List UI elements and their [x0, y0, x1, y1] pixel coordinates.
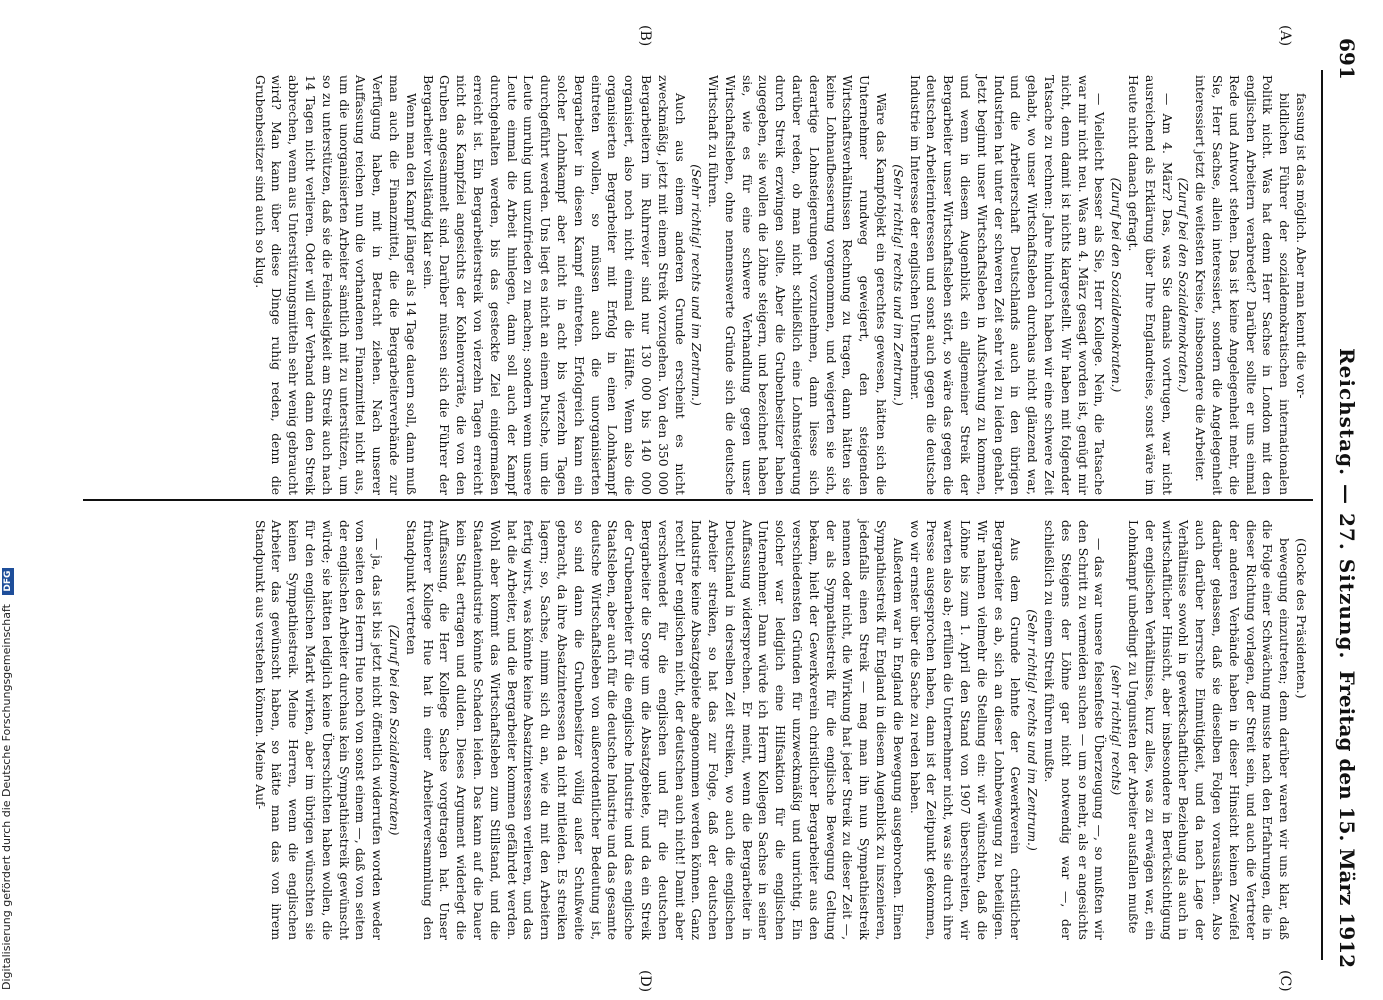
- dfg-logo: DFG: [2, 568, 14, 595]
- paragraph: bewegung einzutreten; denn darüber waren wir uns klar, daß die Folge einer Schwächung musste nach den Erfahrungen, die in dieser Richtung vorlagen, der Streit sein, und auch die Vertreter der anderen Verbände haben in dieser Hinsicht keinen Zweifel darüber gelassen, daß sie dieselben Folgen voraussähen. Also auch darüber herrschte Einmütigkeit, und da nach Lage der Verhältnisse sowohl in gewerkschaftlicher Beziehung als auch in wirtschaftlicher Hinsicht, aber insbesondere in Berücksichtigung der englischen Verhältnisse, kurz alles, was zu erwägen war, ein Lohnkampf unbedingt zu Ungunsten der Arbeiter ausfallen mußte: [1126, 520, 1292, 940]
- paragraph: Aus dem Grunde lehnte der Gewerkverein christlicher Bergarbeiter es ab, sich an dieser Lohnbewegung zu beteiligen. Wir nahmen vielmehr die Stellung ein: wir wünschten, daß die Löhne bis zum 1. April den Stand von 1907 überschreiten, wir warten also ab; erfüllen die Unternehmer nicht, was sie durch ihre Presse ausgesprochen haben, dann ist der Zeitpunkt gekommen, wo wir ernster über die Sache zu reden haben.: [907, 520, 1023, 940]
- interjection: (Zuruf bei den Sozialdemokraten.): [1109, 177, 1124, 393]
- page-header: [1323, 38, 1363, 968]
- interjection: (sehr richtig! rechts): [1109, 664, 1124, 796]
- paragraph: Außerdem war in England die Bewegung ausgebrochen. Einen Sympathiestreik für England in diesem Augenblick zu inszenieren, jedenfalls einen Streik — mag man ihn nun Sympathiestreik nennen oder nicht, die Wirkung hat jeder Streik zu dieser Zeit —, der als Sympathiestreik für die englische Bewegung Geltung bekam, hielt der Gewerkverein christlicher Bergarbeiter aus den verschiedensten Gründen für unzweckmäßig und unrichtig. Ein solcher war lediglich eine Hilfsaktion für die englischen Unternehmer. Dann würde ich Herrn Kollegen Sachse in seiner Auffassung widersprechen. Er meint, wenn die Bergarbeiter in Deutschland in derselben Zeit streiken, wo auch die englischen Arbeiter streiken, so hat das zur Folge, daß der deutschen Industrie keine Absatzgebiete abgenommen werden können. Ganz recht! Der englischen nicht, der deutschen auch nicht! Damit aber verschwendet für die englischen und für die deutschen Bergarbeiter die Sorge um die Absatzgebiete, und da ein Streik der Grubenarbeiter für die englische Industrie und das englische Staatsleben, aber auch für die deutsche Industrie und das gesamte deutsche Wirtschaftsleben von außerordentlicher Bedeutung ist, so sind dann die Grubenbesitzer völlig außer Schußweite gebracht, da ihre Absatzinteressen da nicht mitleiden. Es streiken lagern; so, Sachse, nimm sich du an, wie du mit den Arbeitern fertig wirst, was könnte keine Absatzinteressen verlieren, und das hat die Arbeiter, und die Bergarbeiter kommen gefährdet werden. Wohl aber kommt das Wirtschaftsleben zum Stillstand, und die Staatenindustrie könnte Schaden leiden. Das kann auf die Dauer kein Staat ertragen und dulden. Dieses Argument widerlegt die Auffassung, die Herr Kollege Sachse vorgetragen hat. Unser früherer Kollege Hue hat in einer Arbeiterversammlung den Standpunkt vertreten: [403, 520, 905, 940]
- margin-letter-c: (C): [1277, 970, 1293, 992]
- margin-letter-d: (D): [637, 970, 653, 993]
- interjection: (Zuruf bei den Sozialdemokraten): [386, 624, 401, 836]
- paragraph: — das war unsere felsenfeste Überzeugung —, so mußten wir den Schritt zu vermeiden suchen — um so mehr, als er angesichts des Steigens der Löhne gar nicht notwendig war —, der schließlich zu einem Streik führen mußte.: [1042, 520, 1107, 940]
- header-rule: [1321, 70, 1323, 960]
- running-head: Reichstag. — 27. Sitzung.: [1335, 348, 1359, 660]
- interjection: (Sehr richtig! rechts und im Zentrum.): [689, 164, 704, 406]
- margin-letter-a: (A): [1277, 25, 1293, 47]
- paragraph: Wäre das Kampfobjekt ein gerechtes gewesen, hätten sich die Unternehmer rundweg geweigert, den steigenden Wirtschaftsverhältnissen Rechnung zu tragen, dann hätten sie keine Lohnaufbesserung vorgenommen, und weigerten sie sich, derartige Lohnsteigerungen vorzunehmen, dann liesse sich darüber reden, ob man nicht schließlich eine Lohnsteigerung durch Streik erzwingen sollte. Aber die Grubenbesitzer haben zugegeben, sie wollen die Löhne steigern, und bezeichnet haben sie, wie es für eine schwere Verhandlung gegen unser Wirtschaftsleben, ohne nennenswerte Gründe sich die deutsche Wirtschaft zu führen.: [706, 75, 889, 495]
- interjection: (Zuruf bei den Sozialdemokraten.): [1176, 177, 1191, 393]
- paragraph: — ja, das ist bis jetzt nicht öffentlich widerrufen worden weder von seiten des Herrn Hue noch von sonst einem —, daß von seiten der englischen Arbeiter durchaus kein Sympathiestreik gewünscht würde; sie hätten lediglich keine Überschichten haben wollen, die für den englischen Markt wirken, aber im übrigen wünschten sie keinen Sympathiestreik. Meine Herren, wenn die englischen Arbeiter das gewünscht haben, so hätte man das von ihrem Standpunkt aus verstehen können. Meine Auf-: [252, 520, 385, 940]
- margin-letter-b: (B): [637, 25, 653, 47]
- paragraph: Wenn man den Kampf länger als 14 Tage dauern soll, dann muß man auch die Finanzmittel, die die Bergarbeiterverbände zur Verfügung haben, mit in Betracht ziehen. Nach unserer Auffassung reichen nun die vorhandenen Finanzmittel nicht aus, um die unorganisierten Arbeiter sämtlich mit zu unterstützen, um so zu unterstützen, daß sie die Feindseligkeit am Streik auch nach 14 Tagen nicht verlieren. Oder will der Verband dann den Streik abbrechen, wenn aus Unterstützungsmitteln sehr wenig gebraucht wird? Man kann über diese Dinge ruhig reden, denn die Grubenbesitzer sind auch so klug.: [252, 75, 418, 495]
- paragraph: bildlichen Führer der sozialdemokratischen internationalen Politik nicht. Was hat denn Herr Sachse in London mit den englischen Arbeitern verabredet? Darüber sollte er uns einmal Rede und Antwort stehen. Das ist keine Angelegenheit mehr, die Sie, Herr Sachse, allein interessiert, sondern die Angelegenheit interessiert jetzt die weitesten Kreise, insbesondere die Arbeiter.: [1193, 75, 1292, 495]
- paragraph: — Vielleicht besser als Sie, Herr Kollege. Nein, die Tatsache war mir nicht neu. Was am 4. März gesagt worden ist, genügt mir nicht, denn damit ist nichts klargestellt. Wir haben mit folgender Tatsache zu rechnen: Jahre hindurch haben wir eine schwere Zeit gehabt, wo unser Wirtschaftsleben durchaus nicht glänzend war, und die Arbeiterschaft Deutschlands auch in den übrigen Industrien hat unter der schweren Zeit sehr viel zu leiden gehabt. Jetzt beginnt unser Wirtschaftsleben in Aufschwung zu kommen, und wenn in diesem Augenblick ein allgemeiner Streik der Bergarbeiter unser Wirtschaftsleben stört, so wäre das gegen die deutschen Arbeiterinteressen und sonst auch gegen die deutsche Industrie im Interesse der englischen Unternehmer.: [907, 75, 1107, 495]
- paragraph: fassung ist das möglich. Aber man kennt die vor-: [1294, 93, 1308, 399]
- interjection: (Sehr richtig! rechts und im Zentrum.): [890, 164, 905, 406]
- paragraph: (Glocke des Präsidenten.): [1294, 538, 1308, 699]
- session-date: Freitag den 15. März 1912: [1335, 670, 1359, 968]
- interjection: (Sehr richtig! rechts und im Zentrum.): [1025, 609, 1040, 851]
- credit-text: Digitalisierung gefördert durch die Deutsche Forschungsgemeinschaft: [0, 604, 13, 990]
- paragraph: Auch aus einem anderen Grunde erscheint es nicht zweckmäßig, jetzt mit einem Streik vorzugehen. Von den 350 000 Bergarbeitern im Ruhrrevier sind nur 130 000 bis 140 000 organisiert, also noch nicht einmal die Hälfte. Wenn also die organisierten Bergarbeiter mit Erfolg in einen Lohnkampf eintreten wollen, so müssen auch die unorganisierten Bergarbeiter in diesen Kampf eintreten. Erfolgreich kann ein solcher Lohnkampf aber nicht in acht bis vierzehn Tagen durchgeführt werden. Uns liegt es nicht an einem Putsche, um die Leute unruhig und unzufrieden zu machen; sondern wenn unsere Leute einmal die Arbeit hinlegen, dann soll auch der Kampf durchgehalten werden, bis das gesteckte Ziel einigermaßen erreicht ist. Ein Bergarbeiterstreik von vierzehn Tagen erreicht nicht das Kampfziel angesichts der Kohlenvorräte, die von den Gruben angesammelt sind. Darüber müssen sich die Führer der Bergarbeiter vollständig klar sein.: [420, 75, 687, 495]
- page-number: 691: [1335, 38, 1359, 80]
- paragraph: — Am 4. März? Das, was Sie damals vortrugen, war nicht ausreichend als Erklärung über Ihre Englandreise, sonst wäre im Heute nicht danach gefragt.: [1126, 75, 1174, 495]
